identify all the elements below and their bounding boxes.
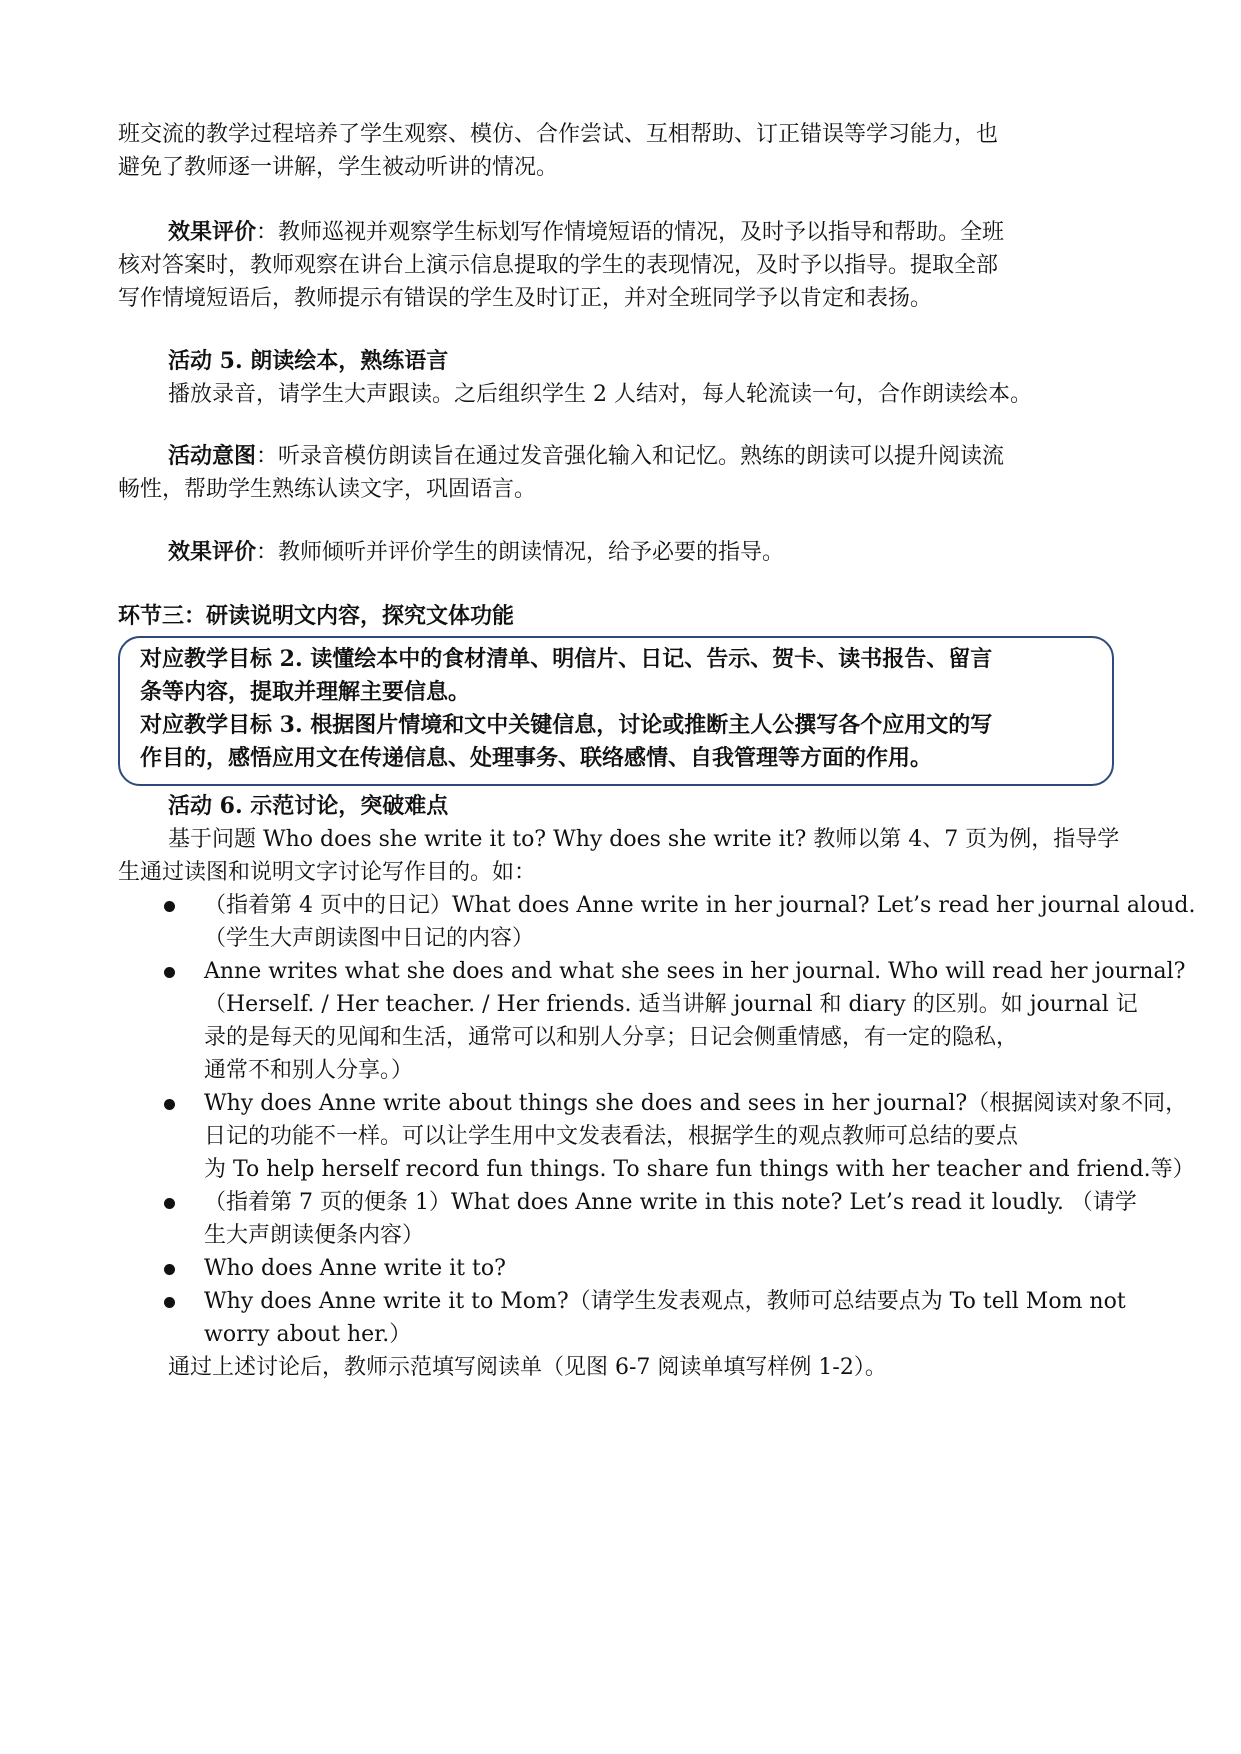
activity-6-title: 活动 6. 示范讨论，突破难点: [168, 793, 449, 819]
intent-label: 活动意图: [168, 443, 257, 469]
bullet-item-2: [118, 955, 1186, 1087]
evaluation-2-label: 效果评价: [168, 539, 257, 565]
intro-line-1: 班交流的教学过程培养了学生观察、模仿、合作尝试、互相帮助、订正错误等学习能力，也: [118, 122, 999, 147]
goal-3-line-1: 对应教学目标 3. 根据图片情境和文中关键信息，讨论或推断主人公撰写各个应用文的写: [140, 712, 993, 738]
bullet-3-line-3: 为 To help herself record fun things. To share fun things with her teacher and friend.等）: [204, 1157, 1195, 1182]
bullet-item-4: [118, 1186, 1137, 1252]
evaluation-2-text: ：教师倾听并评价学生的朗读情况，给予必要的指导。: [256, 540, 785, 565]
bullet-1-line-1: （指着第 4 页中的日记）What does Anne write in her journal? Let’s read her journal aloud.: [204, 893, 1196, 918]
bullet-item-5: [118, 1252, 1118, 1285]
teaching-goals-text: [140, 643, 1100, 775]
evaluation-2-line: [118, 536, 1118, 569]
bullet-item-1: [118, 889, 1196, 955]
bullet-4-line-1: （指着第 7 页的便条 1）What does Anne write in this note? Let’s read it loudly. （请学: [204, 1190, 1137, 1215]
discussion-bullet-list: [118, 889, 1196, 1384]
evaluation-paragraph-2: [118, 536, 1118, 569]
activity-5-body: 播放录音，请学生大声跟读。之后组织学生 2 人结对，每人轮流读一句，合作朗读绘本。: [168, 382, 1032, 407]
intent-line-1: [118, 440, 1118, 473]
bullet-6-line-2: worry about her.）: [204, 1322, 412, 1347]
evaluation-1-label: 效果评价: [168, 219, 257, 245]
evaluation-1-line-2: 核对答案时，教师观察在讲台上演示信息提取的学生的表现情况，及时予以指导。提取全部: [118, 253, 999, 278]
bullet-2-line-3: 录的是每天的见闻和生活，通常可以和别人分享；日记会侧重情感，有一定的隐私，: [204, 1025, 1019, 1050]
bullet-icon: [164, 1297, 175, 1308]
intent-text: ：听录音模仿朗读旨在通过发音强化输入和记忆。熟练的朗读可以提升阅读流: [256, 444, 1005, 469]
activity-5: [118, 345, 1118, 411]
bullet-3-line-2: 日记的功能不一样。可以让学生用中文发表看法，根据学生的观点教师可总结的要点: [204, 1124, 1019, 1149]
bullet-2-line-4: 通常不和别人分享。）: [204, 1058, 414, 1083]
intro-line-2: 避免了教师逐一讲解，学生被动听讲的情况。: [118, 155, 559, 180]
activity-intent-paragraph: [118, 440, 1118, 506]
evaluation-paragraph-1: [118, 216, 1118, 315]
activity-6: [118, 790, 1118, 889]
bullet-icon: [164, 1264, 175, 1275]
goal-2-line-2: 条等内容，提取并理解主要信息。: [140, 679, 471, 705]
goal-3-line-2: 作目的，感悟应用文在传递信息、处理事务、联络感情、自我管理等方面的作用。: [140, 745, 933, 771]
intent-line-2: 畅性，帮助学生熟练认读文字，巩固语言。: [118, 477, 537, 502]
closing-line: 通过上述讨论后，教师示范填写阅读单（见图 6-7 阅读单填写样例 1-2）。: [168, 1355, 887, 1380]
bullet-2-line-2: （Herself. / Her teacher. / Her friends. 适当讲解 journal 和 diary 的区别。如 journal 记: [204, 992, 1138, 1017]
section-3-heading: 环节三：研读说明文内容，探究文体功能: [118, 603, 515, 629]
bullet-icon: [164, 901, 175, 912]
intro-paragraph: [118, 118, 1118, 184]
activity-5-title: 活动 5. 朗读绘本，熟练语言: [168, 348, 449, 374]
evaluation-1-line-1: [118, 216, 1118, 249]
bullet-6-line-1: Why does Anne write it to Mom?（请学生发表观点，教师可总结要点为 To tell Mom not: [204, 1289, 1126, 1314]
bullet-4-line-2: 生大声朗读便条内容）: [204, 1223, 425, 1248]
bullet-item-6: [118, 1285, 1126, 1351]
activity-6-line-2: 生通过读图和说明文字讨论写作目的。如：: [118, 860, 537, 885]
evaluation-1-line-3: 写作情境短语后，教师提示有错误的学生及时订正，并对全班同学予以肯定和表扬。: [118, 286, 933, 311]
bullet-icon: [164, 1099, 175, 1110]
bullet-icon: [164, 967, 175, 978]
bullet-3-line-1: Why does Anne write about things she does and sees in her journal?（根据阅读对象不同，: [204, 1091, 1188, 1116]
bullet-1-line-2: （学生大声朗读图中日记的内容）: [204, 926, 535, 951]
activity-6-line-1: 基于问题 Who does she write it to? Why does she write it? 教师以第 4、7 页为例，指导学: [168, 827, 1120, 852]
goal-2-line-1: 对应教学目标 2. 读懂绘本中的食材清单、明信片、日记、告示、贺卡、读书报告、留言: [140, 646, 993, 672]
bullet-icon: [164, 1198, 175, 1209]
bullet-item-3: [118, 1087, 1195, 1186]
bullet-5-line-1: Who does Anne write it to?: [204, 1256, 506, 1281]
evaluation-1-text: ：教师巡视并观察学生标划写作情境短语的情况，及时予以指导和帮助。全班: [256, 220, 1005, 245]
bullet-2-line-1: Anne writes what she does and what she sees in her journal. Who will read her journal?: [204, 959, 1186, 984]
